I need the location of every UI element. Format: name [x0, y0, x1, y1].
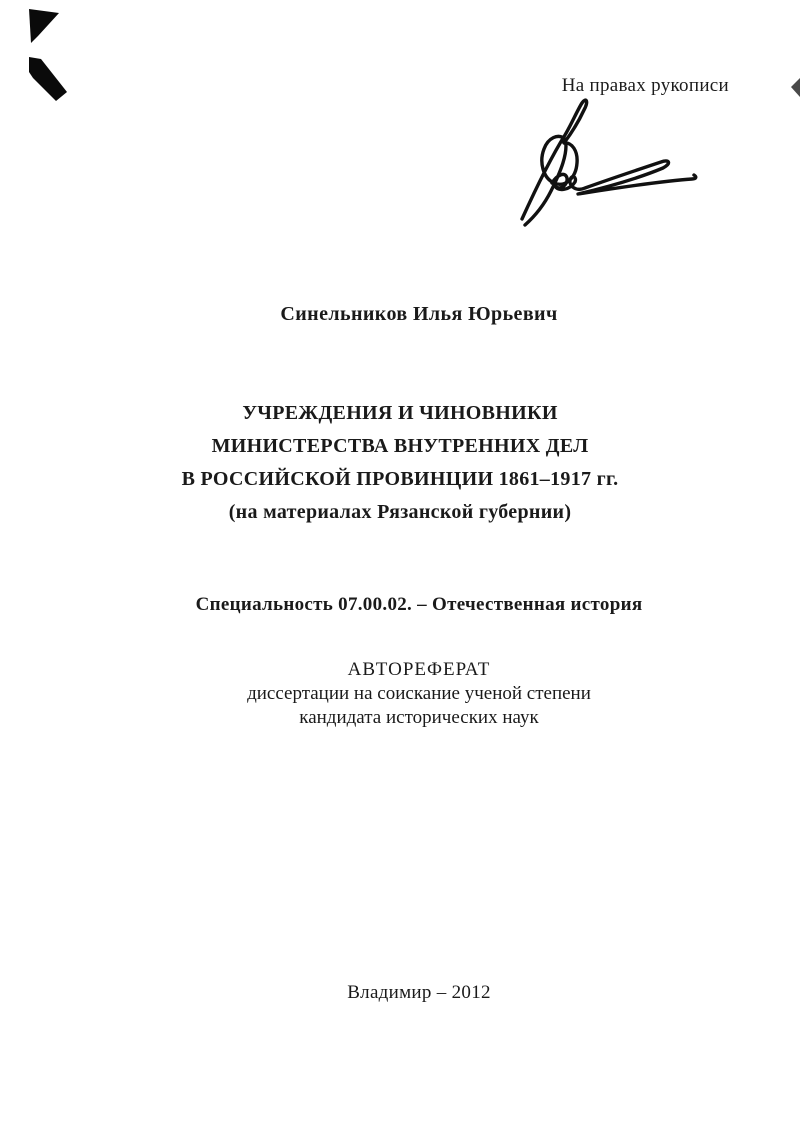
scan-edge-artifact: [789, 76, 800, 100]
city-year: Владимир – 2012: [347, 982, 491, 1003]
specialty-line: Специальность 07.00.02. – Отечественная история: [195, 594, 643, 615]
title-line-3: В РОССИЙСКОЙ ПРОВИНЦИИ 1861–1917 гг.: [181, 468, 619, 490]
signature-icon: [508, 95, 708, 230]
title-line-4: (на материалах Рязанской губернии): [228, 501, 572, 523]
abstract-heading: АВТОРЕФЕРАТ: [347, 659, 491, 680]
abstract-line-1: диссертации на соискание ученой степени: [247, 683, 591, 704]
scan-corner-artifact: [0, 0, 90, 115]
title-line-2: МИНИСТЕРСТВА ВНУТРЕННИХ ДЕЛ: [211, 435, 589, 457]
dissertation-title: [0, 397, 800, 529]
author-name: Синельников Илья Юрьевич: [280, 303, 558, 325]
abstract-block: [19, 658, 800, 730]
manuscript-rights-note: На правах рукописи: [561, 75, 729, 96]
abstract-line-2: кандидата исторических наук: [299, 707, 539, 728]
title-line-1: УЧРЕЖДЕНИЯ И ЧИНОВНИКИ: [242, 402, 558, 424]
